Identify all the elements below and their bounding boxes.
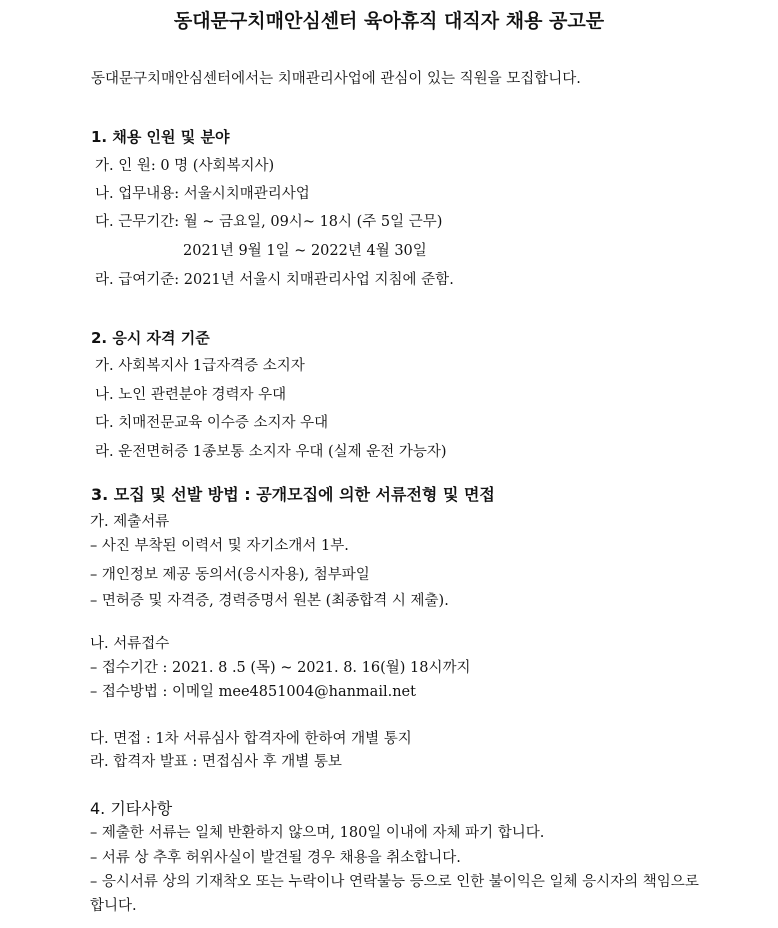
section-4-item-responsibility: – 응시서류 상의 기재착오 또는 누락이나 연락불능 등으로 인한 불이익은 일체 응시자의 책임으로 — [90, 874, 699, 890]
section-3-announcement: 라. 합격자 발표 : 면접심사 후 개별 통보 — [90, 754, 342, 770]
section-3-receipt-period: – 접수기간 : 2021. 8 .5 (목) ~ 2021. 8. 16(월) 18시까지 — [90, 660, 471, 676]
section-3-docs-heading: 가. 제출서류 — [90, 514, 170, 530]
section-2-item-experience: 나. 노인 관련분야 경력자 우대 — [95, 387, 287, 403]
section-3-receipt-heading: 나. 서류접수 — [90, 636, 170, 652]
section-1-item-salary: 라. 급여기준: 2021년 서울시 치매관리사업 지침에 준함. — [95, 272, 454, 288]
section-3-doc-license: – 면허증 및 자격증, 경력증명서 원본 (최종합격 시 제출). — [90, 593, 449, 609]
section-4-heading: 4. 기타사항 — [90, 799, 173, 818]
section-3-doc-resume: – 사진 부착된 이력서 및 자기소개서 1부. — [90, 538, 349, 554]
section-2-heading: 2. 응시 자격 기준 — [91, 329, 210, 347]
section-1-heading: 1. 채용 인원 및 분야 — [91, 128, 230, 146]
section-4-item-return: – 제출한 서류는 일체 반환하지 않으며, 180일 이내에 자체 파기 합니다. — [90, 825, 545, 841]
section-3-heading: 3. 모집 및 선발 방법 : 공개모집에 의한 서류전형 및 면접 — [91, 485, 495, 504]
section-4-item-responsibility-cont: 합니다. — [90, 898, 137, 914]
section-1-item-headcount: 가. 인 원: 0 명 (사회복지사) — [95, 158, 275, 174]
section-3-receipt-method: – 접수방법 : 이메일 mee4851004@hanmail.net — [90, 684, 416, 700]
section-2-item-certificate: 가. 사회복지사 1급자격증 소지자 — [95, 358, 305, 374]
section-3-interview: 다. 면접 : 1차 서류심사 합격자에 한하여 개별 통지 — [90, 731, 412, 747]
section-2-item-license: 라. 운전면허증 1종보통 소지자 우대 (실제 운전 가능자) — [95, 444, 447, 460]
document-title: 동대문구치매안심센터 육아휴직 대직자 채용 공고문 — [173, 10, 605, 32]
section-1-item-duty: 나. 업무내용: 서울시치매관리사업 — [95, 186, 310, 202]
section-4-item-false-info: – 서류 상 추후 허위사실이 발견될 경우 채용을 취소합니다. — [90, 850, 461, 866]
intro-text: 동대문구치매안심센터에서는 치매관리사업에 관심이 있는 직원을 모집합니다. — [91, 71, 581, 87]
section-2-item-training: 다. 치매전문교육 이수증 소지자 우대 — [95, 415, 329, 431]
section-3-doc-consent: – 개인정보 제공 동의서(응시자용), 첨부파일 — [90, 567, 370, 583]
section-1-item-hours: 다. 근무기간: 월 ~ 금요일, 09시~ 18시 (주 5일 근무) — [95, 214, 443, 230]
section-1-item-period: 2021년 9월 1일 ~ 2022년 4월 30일 — [183, 243, 427, 259]
